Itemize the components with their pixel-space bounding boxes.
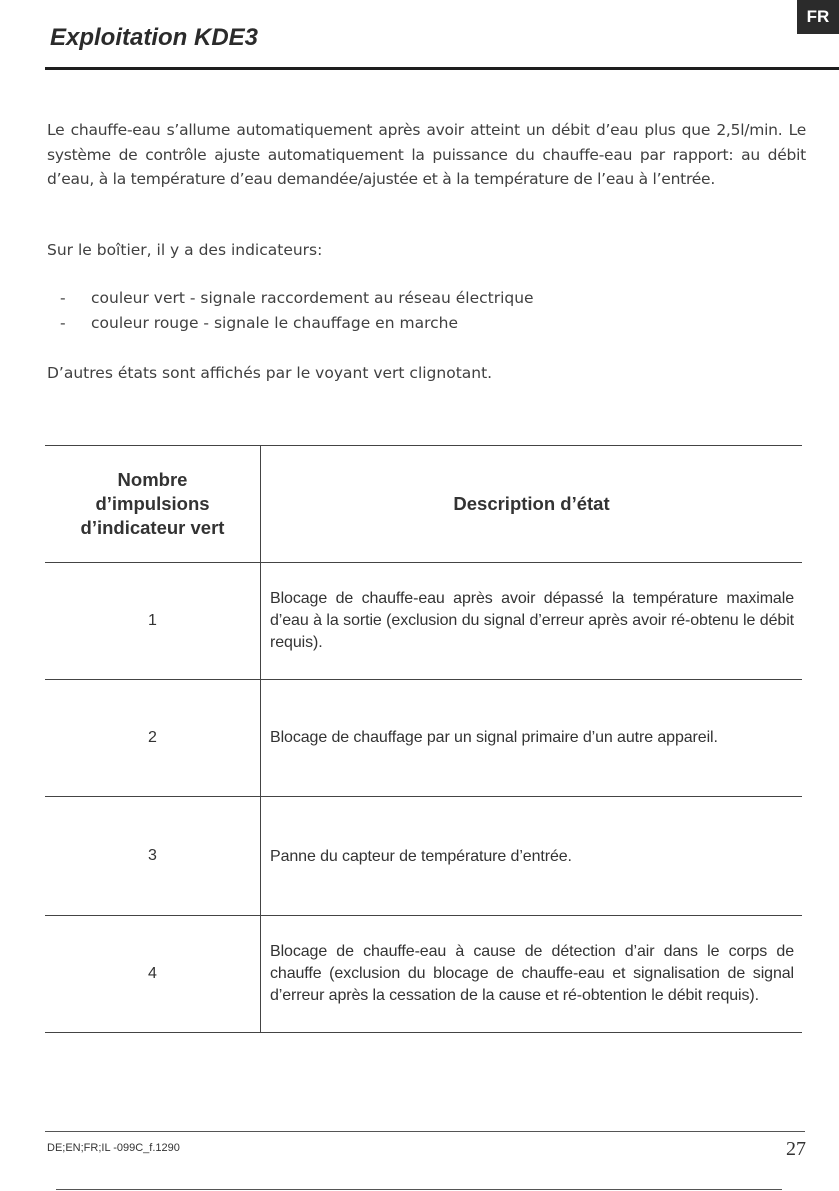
indicator-list [47, 286, 534, 336]
header-description: Description d’état [261, 446, 803, 563]
table-row [45, 680, 802, 797]
description-cell: Blocage de chauffe-eau à cause de détection d’air dans le corps de chauffe (exclusion du blocage de chauffe-eau et signalisation de signal d’erreur après la cessation de la cause et ré-obtention le débit requis). [261, 916, 803, 1033]
header-pulse-count: Nombre d’impulsions d’indicateur vert [45, 446, 261, 563]
pulse-count-cell: 1 [45, 563, 261, 680]
state-table [45, 445, 802, 1033]
table-row [45, 563, 802, 680]
bottom-divider [56, 1189, 782, 1190]
table-header-row [45, 446, 802, 563]
language-badge: FR [797, 0, 839, 34]
list-dash: - [60, 314, 66, 332]
page-number: 27 [786, 1138, 806, 1160]
document-code: DE;EN;FR;IL -099C_f.1290 [47, 1142, 180, 1154]
list-item [47, 311, 534, 336]
indicators-intro: Sur le boîtier, il y a des indicateurs: [47, 241, 323, 259]
table-row [45, 916, 802, 1033]
page-title: Exploitation KDE3 [50, 24, 259, 51]
other-states-paragraph: D’autres états sont affichés par le voyant vert clignotant. [47, 364, 493, 382]
description-cell: Blocage de chauffage par un signal primaire d’un autre appareil. [261, 680, 803, 797]
list-item-text: couleur vert - signale raccordement au réseau électrique [91, 289, 534, 307]
list-dash: - [60, 289, 66, 307]
pulse-count-cell: 2 [45, 680, 261, 797]
footer-divider [45, 1131, 805, 1132]
intro-paragraph: Le chauffe-eau s’allume automatiquement après avoir atteint un débit d’eau plus que 2,5l/min. Le système de contrôle ajuste automatiquement la puissance du chauffe-eau par rapport: au débit d’eau, à la température d’eau demandée/ajustée et à la température de l’eau à l’entrée. [47, 121, 806, 188]
pulse-count-cell: 4 [45, 916, 261, 1033]
pulse-count-cell: 3 [45, 797, 261, 916]
description-cell: Panne du capteur de température d’entrée. [261, 797, 803, 916]
list-item-text: couleur rouge - signale le chauffage en marche [91, 314, 458, 332]
table-row [45, 797, 802, 916]
title-divider [45, 67, 839, 70]
description-cell: Blocage de chauffe-eau après avoir dépassé la température maximale d’eau à la sortie (exclusion du signal d’erreur après avoir ré-obtenu le débit requis). [261, 563, 803, 680]
list-item [47, 286, 534, 311]
